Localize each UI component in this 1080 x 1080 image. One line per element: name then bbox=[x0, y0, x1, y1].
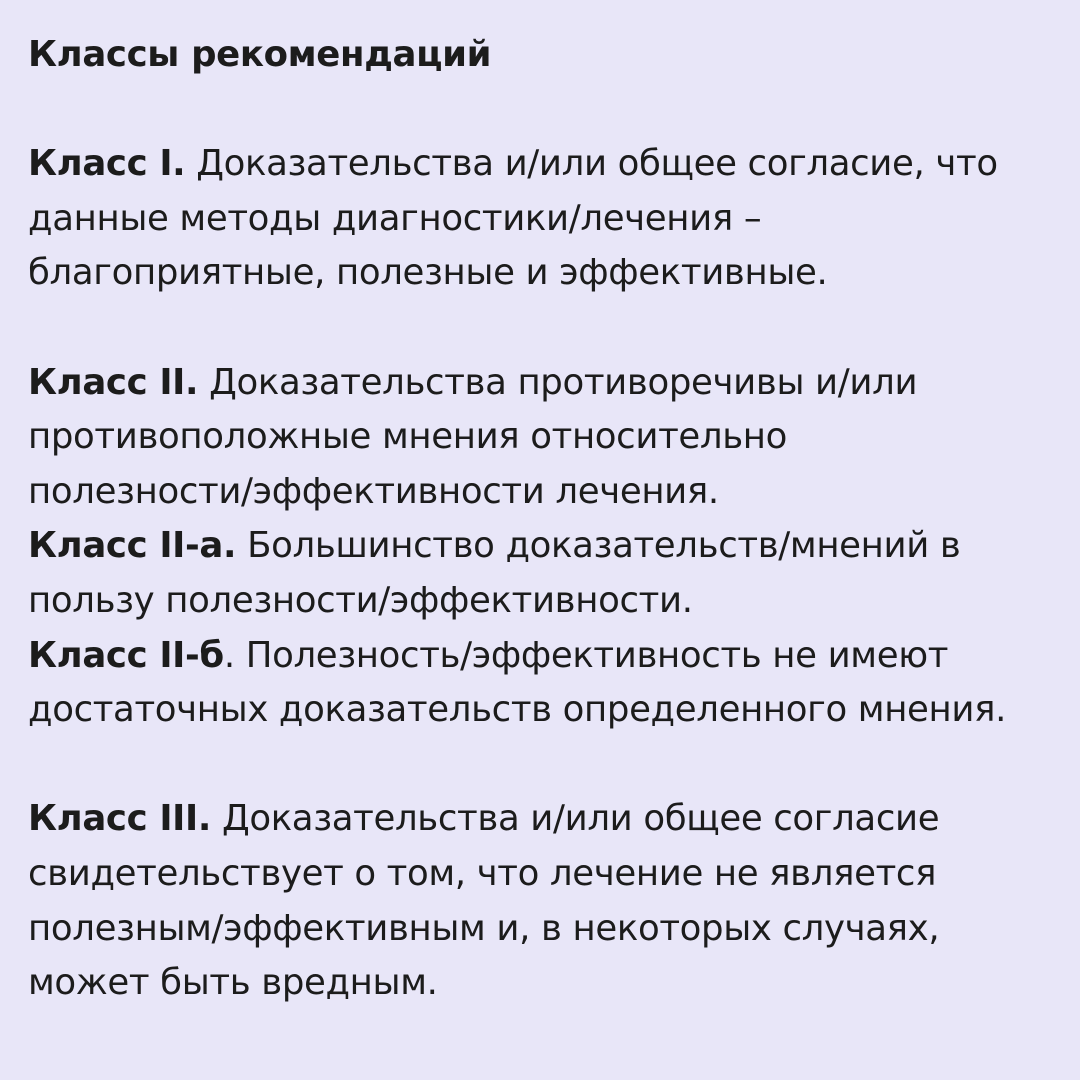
class-3-text-line-1: Доказательства и/или общее согласие bbox=[211, 798, 940, 840]
class-2-text-line-2: противоположные мнения относительно bbox=[28, 416, 788, 458]
spacer bbox=[28, 83, 1068, 138]
class-3-first-line bbox=[28, 792, 1068, 847]
class-2-text-line-1: Доказательства противоречивы и/или bbox=[198, 361, 918, 403]
class-2b-first-line bbox=[28, 629, 1068, 684]
class-3-text-line-2: свидетельствует о том, что лечение не является bbox=[28, 852, 937, 894]
class-1-term: Класс I. bbox=[28, 143, 186, 185]
class-1-text-line-3: благоприятные, полезные и эффективные. bbox=[28, 252, 828, 294]
page-title: Классы рекомендаций bbox=[28, 34, 492, 75]
class-2b-block bbox=[28, 629, 1068, 738]
class-1-text-line-2: данные методы диагностики/лечения – bbox=[28, 197, 762, 239]
class-2b-text-line-2: достаточных доказательств определенного мнения. bbox=[28, 689, 1007, 731]
class-2a-text-line-1: Большинство доказательств/мнений в bbox=[236, 525, 961, 567]
spacer bbox=[28, 738, 1068, 793]
class-3-text-line-3: полезным/эффективным и, в некоторых случаях, bbox=[28, 907, 940, 949]
class-1-block bbox=[28, 137, 1068, 301]
class-2a-term: Класс II-а. bbox=[28, 525, 237, 567]
class-2b-term: Класс II-б bbox=[28, 634, 224, 676]
class-3-term: Класс III. bbox=[28, 798, 212, 840]
spacer bbox=[28, 301, 1068, 356]
class-2-term: Класс II. bbox=[28, 361, 199, 403]
class-1-first-line bbox=[28, 137, 1068, 192]
class-3-block bbox=[28, 792, 1068, 1010]
class-2a-block bbox=[28, 519, 1068, 628]
class-2a-text-line-2: пользу полезности/эффективности. bbox=[28, 579, 693, 621]
class-2-block bbox=[28, 356, 1068, 520]
class-2-first-line bbox=[28, 356, 1068, 411]
class-2-text-line-3: полезности/эффективности лечения. bbox=[28, 470, 719, 512]
class-2a-first-line bbox=[28, 519, 1068, 574]
class-2b-text-line-1: . Полезность/эффективность не имеют bbox=[223, 634, 949, 676]
recommendation-classes-document bbox=[28, 28, 1068, 1011]
class-1-text-line-1: Доказательства и/или общее согласие, что bbox=[185, 143, 998, 185]
class-3-text-line-4: может быть вредным. bbox=[28, 962, 438, 1004]
